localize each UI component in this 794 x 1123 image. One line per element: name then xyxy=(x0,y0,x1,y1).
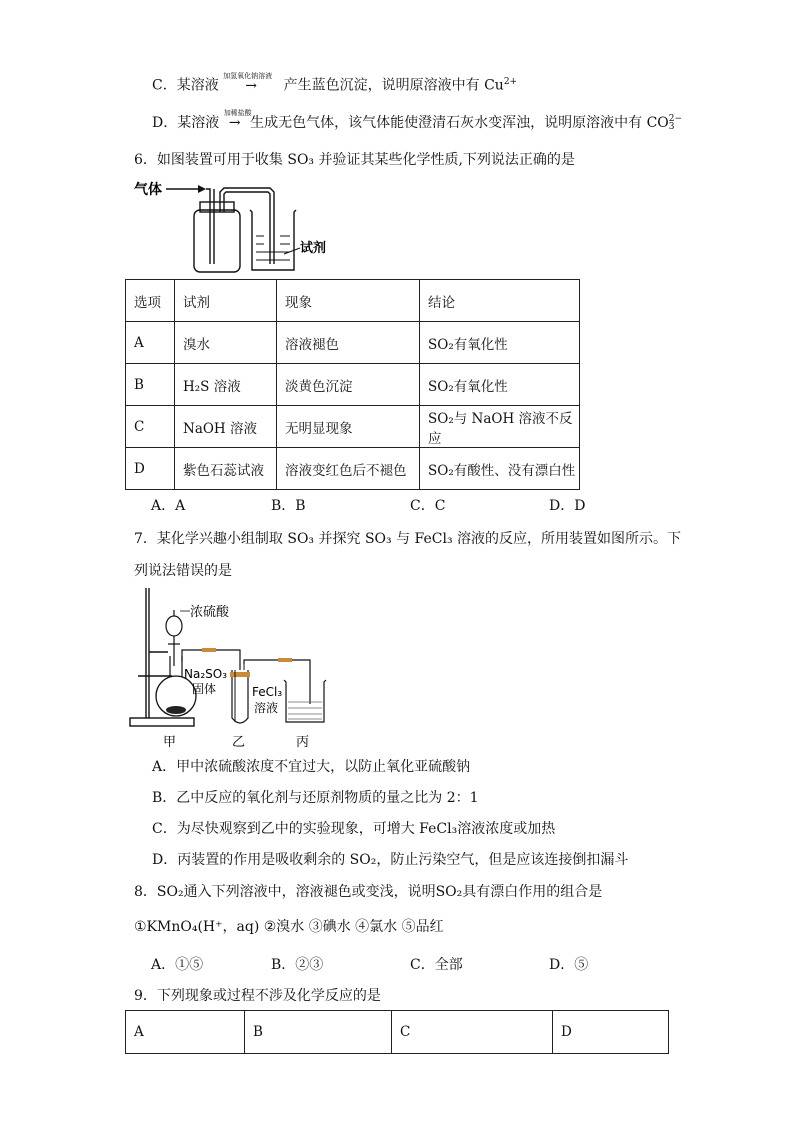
table-row xyxy=(126,364,580,406)
q5-d-sub: 3 xyxy=(668,122,675,132)
q6-table-header-row xyxy=(126,280,580,322)
q6-cell: B xyxy=(126,364,175,406)
q7-fig-solution-label: 溶液 xyxy=(254,701,279,715)
q5-c-charge: 2+ xyxy=(503,77,518,87)
q6-th-reagent: 试剂 xyxy=(175,280,277,322)
table-row xyxy=(126,322,580,364)
q6-cell: 溶液变红色后不褪色 xyxy=(277,448,420,490)
q6-th-conclusion: 结论 xyxy=(420,280,580,322)
q6-cell: SO₂有氧化性 xyxy=(420,364,580,406)
q7-stem-line1: 7．某化学兴趣小组制取 SO₃ 并探究 SO₃ 与 FeCl₃ 溶液的反应，所用装置如图所示。下 xyxy=(134,531,682,547)
q8-option-a[interactable]: A．①⑤ xyxy=(151,957,204,973)
q6-option-a[interactable]: A．A xyxy=(151,498,186,514)
q6-option-d[interactable]: D．D xyxy=(549,498,586,514)
q6-cell: 淡黄色沉淀 xyxy=(277,364,420,406)
q5-d-sup: 2− xyxy=(668,114,683,124)
q5-c-reagent: 加氢氧化钠溶液 xyxy=(223,71,273,80)
q8-option-b[interactable]: B．②③ xyxy=(271,957,324,973)
q5-c-arrow: → xyxy=(245,77,258,94)
q6-cell: SO₂有酸性、没有漂白性 xyxy=(420,448,580,490)
q6-th-phenomenon: 现象 xyxy=(277,280,420,322)
q6-cell: D xyxy=(126,448,175,490)
q9-th-d: D xyxy=(553,1011,669,1054)
q8-option-d[interactable]: D．⑤ xyxy=(549,957,589,973)
q7-option-c[interactable]: C．为尽快观察到乙中的实验现象，可增大 FeCl₃溶液浓度或加热 xyxy=(152,821,556,837)
q6-cell: NaOH 溶液 xyxy=(175,406,277,448)
q6-th-option: 选项 xyxy=(126,280,175,322)
q9-th-a: A xyxy=(126,1011,245,1054)
q7-fig-solid2-label: 固体 xyxy=(192,682,217,696)
q6-cell: 无明显现象 xyxy=(277,406,420,448)
q8-option-c[interactable]: C．全部 xyxy=(410,957,463,973)
q7-fig-jia-label: 甲 xyxy=(163,735,177,750)
q7-apparatus-figure xyxy=(128,586,343,750)
q7-option-b[interactable]: B．乙中反应的氧化剂与还原剂物质的量之比为 2：1 xyxy=(152,790,479,806)
q9-stem: 9．下列现象或过程不涉及化学反应的是 xyxy=(134,988,381,1004)
q6-cell: 紫色石蕊试液 xyxy=(175,448,277,490)
q6-cell: 溶液褪色 xyxy=(277,322,420,364)
q8-stem: 8．SO₂通入下列溶液中，溶液褪色或变浅，说明SO₂具有漂白作用的组合是 xyxy=(134,884,603,900)
q5-c-end: 产生蓝色沉淀，说明原溶液中有 Cu xyxy=(283,77,504,94)
q6-cell: H₂S 溶液 xyxy=(175,364,277,406)
q5-d-end: 生成无色气体，该气体能使澄清石灰水变浑浊，说明原溶液中有 CO xyxy=(250,115,669,131)
q9-table-header-row xyxy=(126,1011,669,1054)
q6-cell: SO₂与 NaOH 溶液不反应 xyxy=(420,406,580,448)
q7-fig-acid-label: 浓硫酸 xyxy=(190,605,230,620)
q6-stem: 6．如图装置可用于收集 SO₃ 并验证其某些化学性质,下列说法正确的是 xyxy=(134,152,575,168)
q7-fig-solid1-label: Na₂SO₃ xyxy=(184,667,228,681)
q6-fig-reagent-label: 试剂 xyxy=(300,241,327,256)
q9-th-b: B xyxy=(245,1011,392,1054)
q5-d-start: D．某溶液 xyxy=(152,115,220,131)
q9-th-c: C xyxy=(392,1011,553,1054)
q6-fig-gas-label: 气体 xyxy=(134,182,162,198)
q6-cell: A xyxy=(126,322,175,364)
q6-cell: 溴水 xyxy=(175,322,277,364)
q5-c-start: C．某溶液 xyxy=(152,77,219,94)
q7-fig-fecl3-label: FeCl₃ xyxy=(252,685,283,699)
q6-option-c[interactable]: C．C xyxy=(410,498,446,514)
q6-option-b[interactable]: B．B xyxy=(271,498,306,514)
q6-table xyxy=(125,279,580,490)
q5-option-d xyxy=(152,109,683,133)
q6-cell: SO₂有氧化性 xyxy=(420,322,580,364)
table-row xyxy=(126,406,580,448)
table-row xyxy=(126,448,580,490)
q6-cell: C xyxy=(126,406,175,448)
q7-fig-yi-label: 乙 xyxy=(232,735,246,750)
q8-items: ①KMnO₄(H⁺，aq) ②溴水 ③碘水 ④氯水 ⑤品红 xyxy=(134,919,444,935)
q5-d-arrow: → xyxy=(228,115,241,131)
q7-option-d[interactable]: D．丙装置的作用是吸收剩余的 SO₂，防止污染空气，但是应该连接倒扣漏斗 xyxy=(152,852,629,868)
q7-fig-bing-label: 丙 xyxy=(296,735,310,750)
q9-table xyxy=(125,1010,669,1054)
q5-option-c xyxy=(152,72,517,96)
q5-d-reagent: 加稀盐酸 xyxy=(223,109,252,117)
q6-apparatus-figure xyxy=(134,174,344,276)
q7-stem-line2: 列说法错误的是 xyxy=(134,563,232,579)
q7-option-a[interactable]: A．甲中浓硫酸浓度不宜过大，以防止氧化亚硫酸钠 xyxy=(152,759,471,775)
